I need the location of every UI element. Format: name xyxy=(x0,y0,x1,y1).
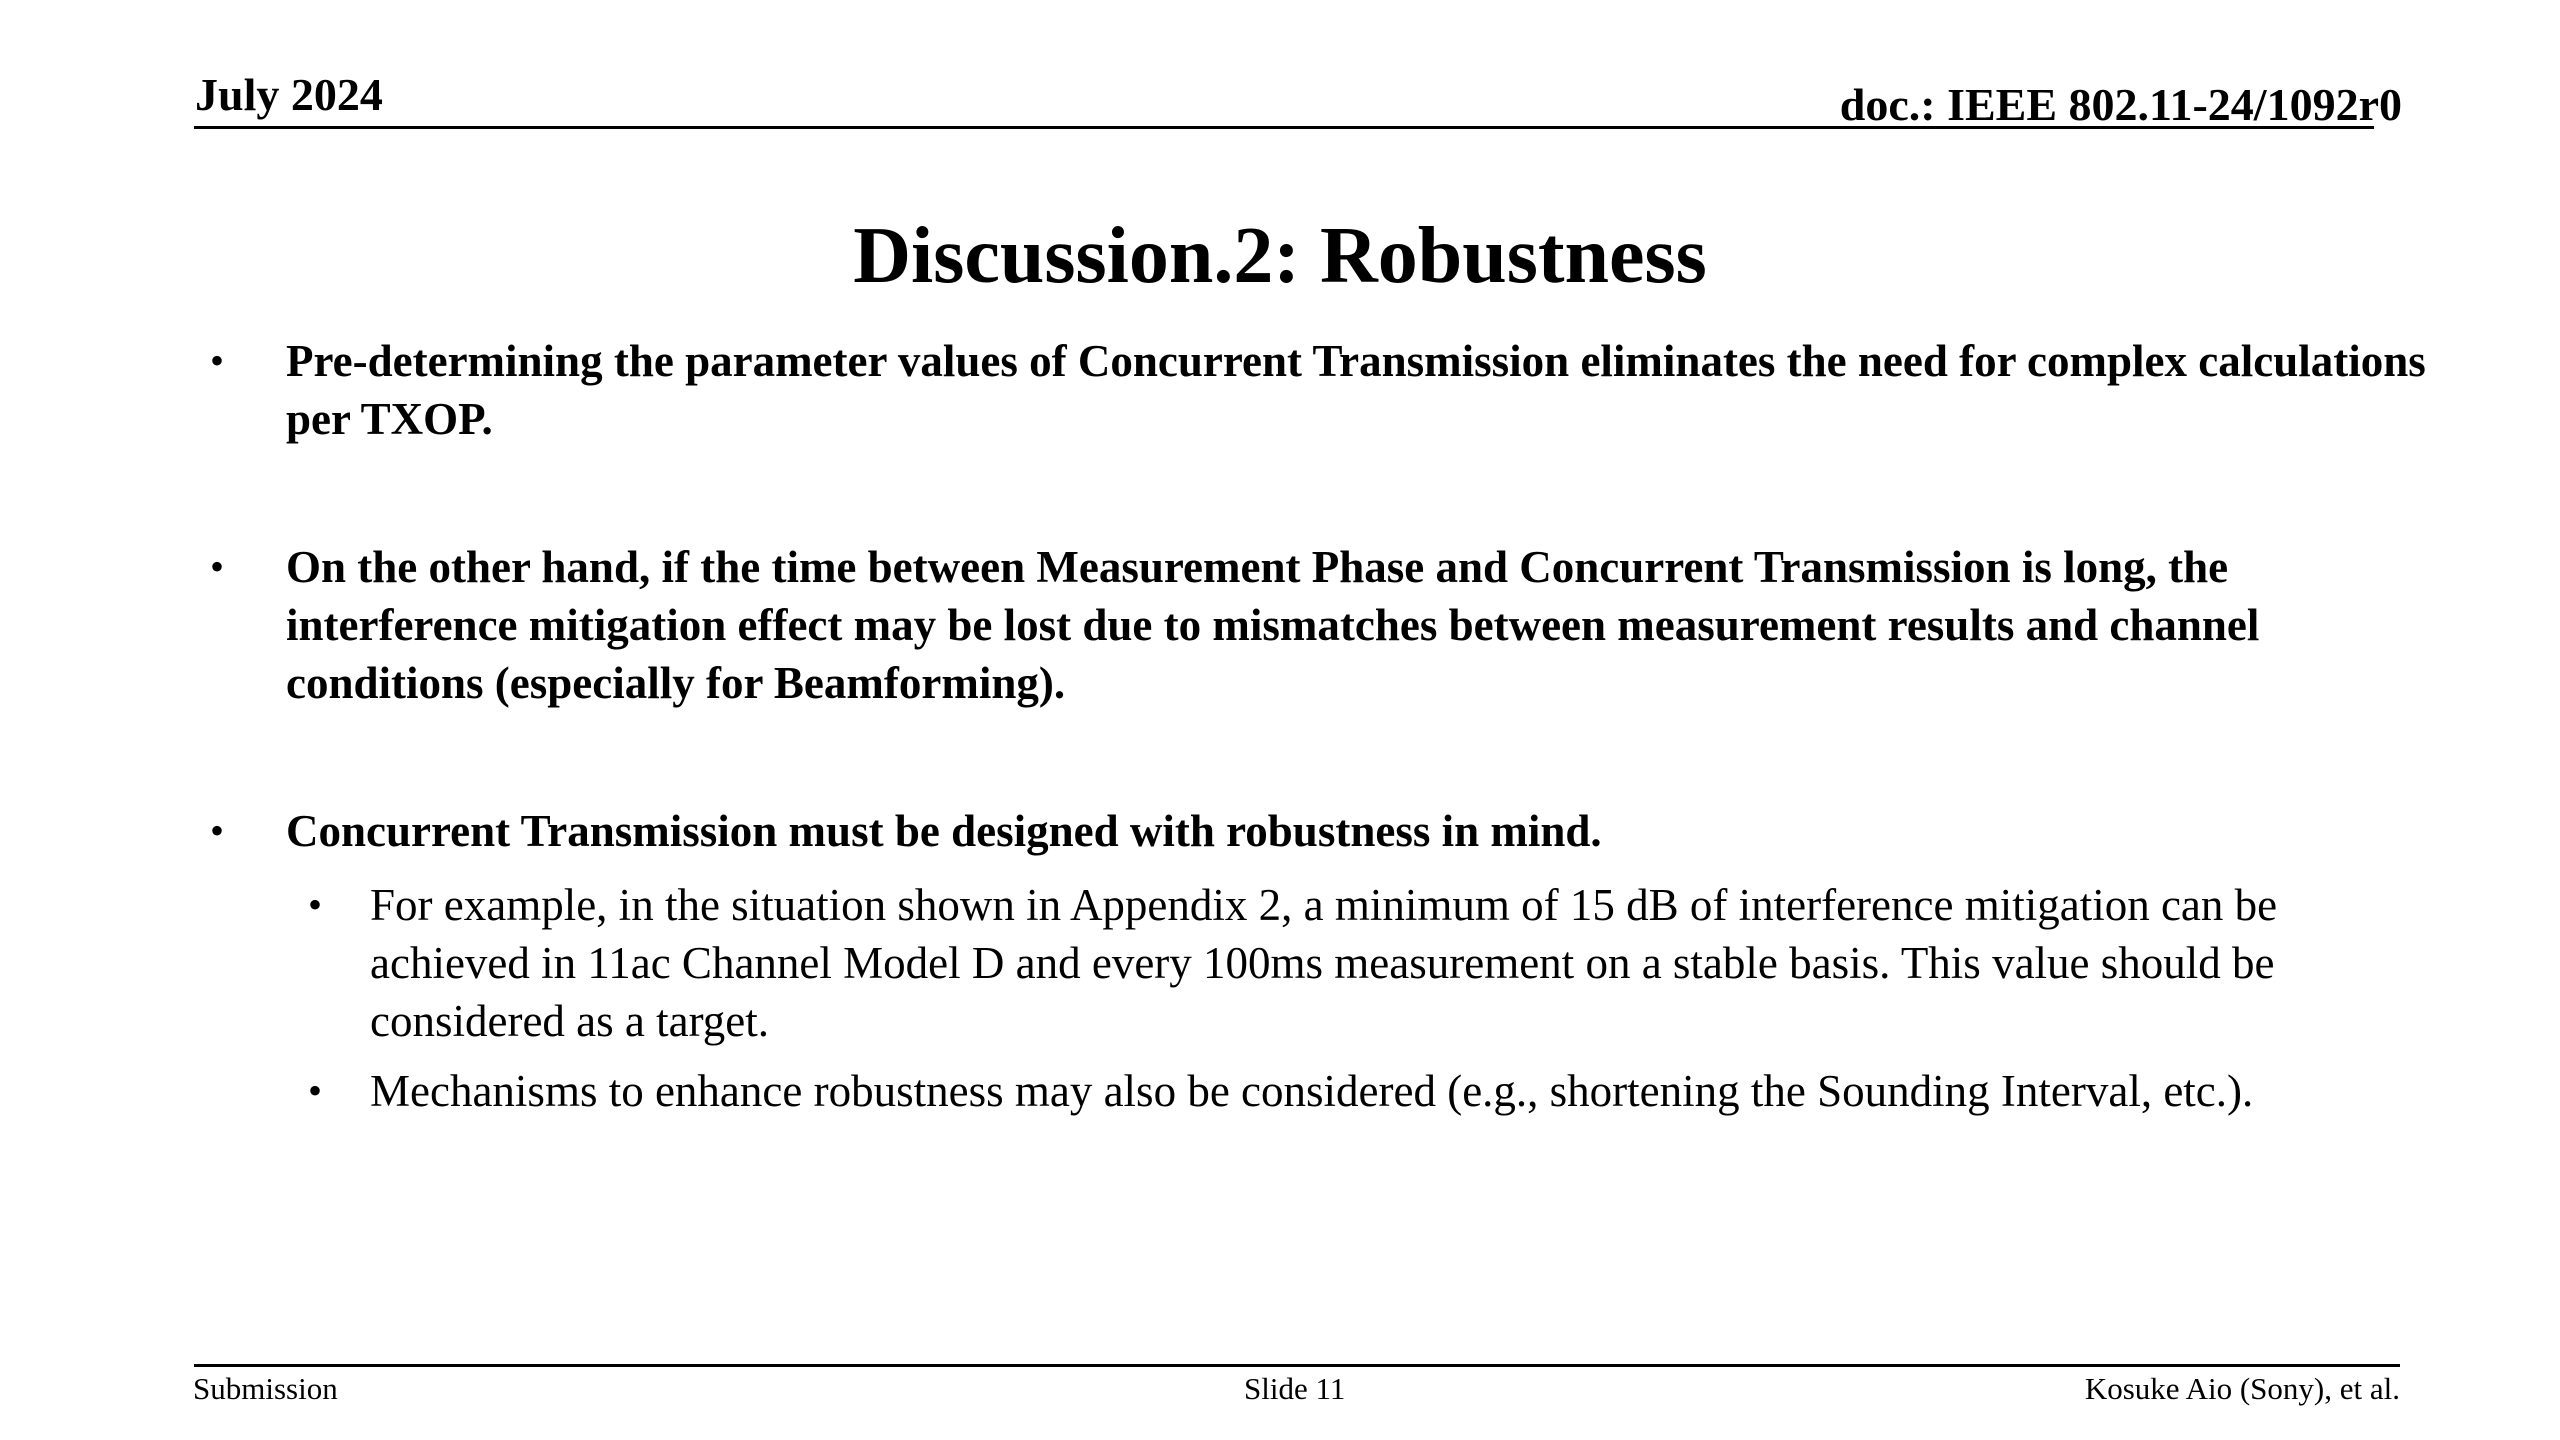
bullet-icon: • xyxy=(210,338,225,383)
bullet-item-2 xyxy=(210,538,2436,712)
bullet-text: Pre-determining the parameter values of Concurrent Transmission eliminates the need for complex calculations per TXOP. xyxy=(286,336,2426,444)
bullet-item-3 xyxy=(210,802,2436,860)
bullet-text: Concurrent Transmission must be designed with robustness in mind. xyxy=(286,806,1602,856)
footer-submission: Submission xyxy=(193,1371,338,1406)
bullet-icon: • xyxy=(210,808,225,853)
bullet-icon: • xyxy=(308,882,323,927)
footer-author: Kosuke Aio (Sony), et al. xyxy=(2084,1371,2400,1406)
footer-divider xyxy=(194,1364,2400,1367)
sub-bullet-item-2 xyxy=(308,1062,2440,1120)
bullet-text: On the other hand, if the time between Measurement Phase and Concurrent Transmission is long, the interference mitigation effect may be lost due to mismatches between measurement results and channel conditions (especially for Beamforming). xyxy=(286,542,2260,708)
bullet-icon: • xyxy=(210,544,225,589)
sub-bullet-item-1 xyxy=(308,876,2440,1050)
footer-slide-number: Slide 11 xyxy=(1244,1371,1346,1406)
sub-bullet-text: Mechanisms to enhance robustness may also be considered (e.g., shortening the Sounding Interval, etc.). xyxy=(370,1066,2254,1116)
header-doc-id: doc.: IEEE 802.11-24/1092r0 xyxy=(1839,79,2402,130)
slide-title: Discussion.2: Robustness xyxy=(853,212,1707,300)
bullet-icon: • xyxy=(308,1068,323,1113)
bullet-item-1 xyxy=(210,332,2436,448)
sub-bullet-text: For example, in the situation shown in Appendix 2, a minimum of 15 dB of interference mitigation can be achieved in 11ac Channel Model D and every 100ms measurement on a stable basis. This value should be considered as a target. xyxy=(370,880,2278,1046)
header-divider xyxy=(194,126,2374,129)
header-date: July 2024 xyxy=(195,69,383,120)
